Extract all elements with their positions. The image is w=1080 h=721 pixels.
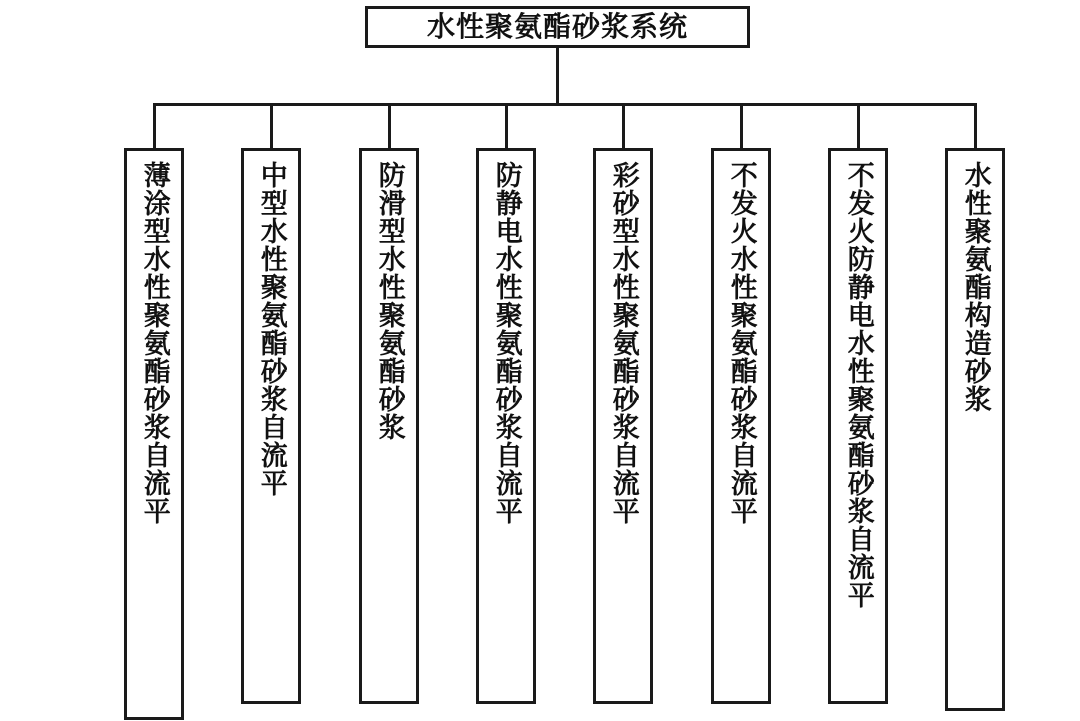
leaf-node-7-label: 不发火防静电水性聚氨酯砂浆自流平 xyxy=(842,161,874,609)
connector-drop-7 xyxy=(857,103,860,151)
connector-drop-5 xyxy=(622,103,625,151)
connector-drop-1 xyxy=(153,103,156,151)
root-node xyxy=(365,6,750,48)
leaf-node-2-label: 中型水性聚氨酯砂浆自流平 xyxy=(255,161,287,497)
connector-drop-2 xyxy=(270,103,273,151)
leaf-node-6-label: 不发火水性聚氨酯砂浆自流平 xyxy=(725,161,757,525)
leaf-node-1 xyxy=(124,148,184,720)
connector-root-trunk xyxy=(556,48,559,104)
leaf-node-6 xyxy=(711,148,771,704)
leaf-node-5 xyxy=(593,148,653,704)
connector-drop-4 xyxy=(505,103,508,151)
leaf-node-8 xyxy=(945,148,1005,711)
connector-drop-6 xyxy=(740,103,743,151)
root-node-label: 水性聚氨酯砂浆系统 xyxy=(426,10,688,43)
leaf-node-3 xyxy=(359,148,419,704)
leaf-node-4 xyxy=(476,148,536,704)
connector-drop-8 xyxy=(974,103,977,151)
connector-drop-3 xyxy=(388,103,391,151)
leaf-node-4-label: 防静电水性聚氨酯砂浆自流平 xyxy=(490,161,522,525)
connector-horizontal-bus xyxy=(153,103,977,106)
leaf-node-2 xyxy=(241,148,301,704)
leaf-node-5-label: 彩砂型水性聚氨酯砂浆自流平 xyxy=(607,161,639,525)
leaf-node-1-label: 薄涂型水性聚氨酯砂浆自流平 xyxy=(138,161,170,525)
leaf-node-3-label: 防滑型水性聚氨酯砂浆 xyxy=(373,161,405,441)
leaf-node-8-label: 水性聚氨酯构造砂浆 xyxy=(959,161,991,413)
leaf-node-7 xyxy=(828,148,888,704)
